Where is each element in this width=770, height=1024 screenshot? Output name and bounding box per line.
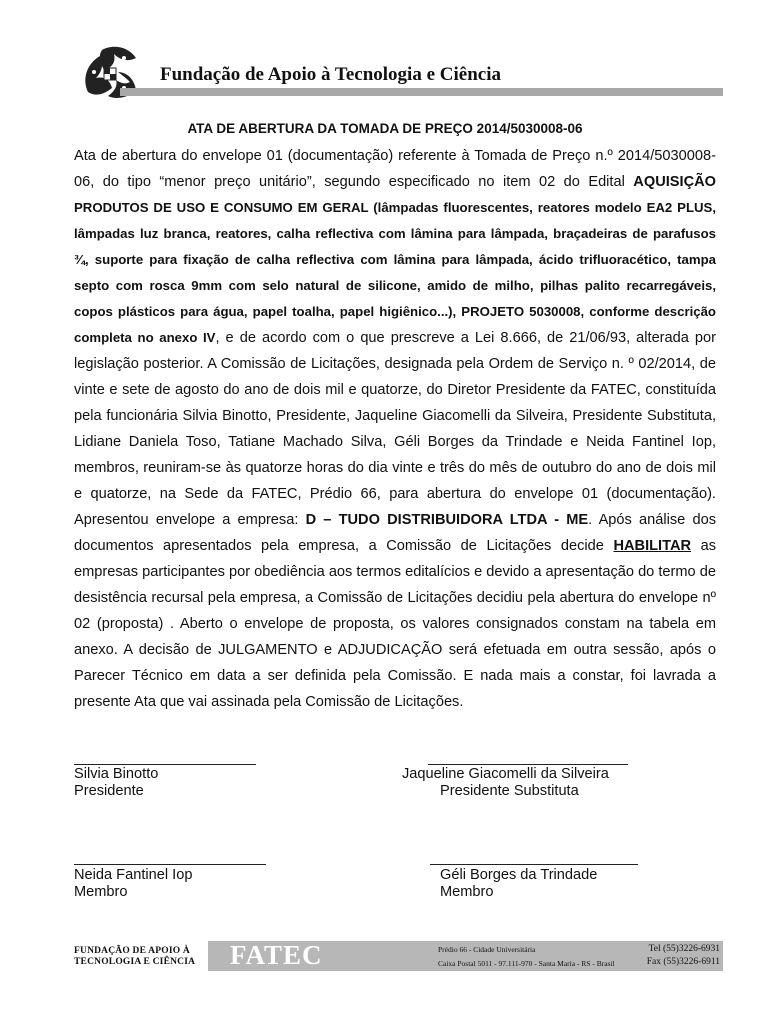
footer-fax: Fax (55)3226-6911 [646,957,720,967]
footer-organization [74,946,195,968]
signer-name: Jaqueline Giacomelli da Silveira [402,766,609,782]
signature-line [428,764,628,765]
object-lead: AQUISIÇÃO [633,174,716,190]
footer-tel: Tel (55)3226-6931 [648,944,720,954]
footer-address [438,943,615,971]
signature-block [440,867,597,901]
footer-address-line1: Prédio 66 - Cidade Universitária [438,945,536,954]
document-body [74,143,716,715]
decision-label: HABILITAR [613,538,692,554]
organization-title: Fundação de Apoio à Tecnologia e Ciência [160,64,501,85]
signature-block [402,766,609,800]
footer-org-line2: TECNOLOGIA E CIÊNCIA [74,957,196,967]
footer-address-line2: Caixa Postal 5011 - 97.111-970 - Santa Maria - RS - Brasil [438,959,615,968]
footer-org-line1: FUNDAÇÃO DE APOIO À [74,946,190,956]
signature-block [74,867,192,901]
body-paragraph-analysis: . Após análise dos documentos apresentados pela empresa, a Comissão de Licitações decide [74,512,716,554]
footer-brand: FATEC [230,940,323,970]
signature-block [74,766,158,800]
signer-role: Membro [74,884,128,900]
signature-line [74,764,256,765]
signer-name: Géli Borges da Trindade [440,867,598,883]
company-name: D – TUDO DISTRIBUIDORA LTDA - ME [305,512,589,528]
signature-line [430,864,638,865]
signer-role: Presidente [74,783,144,799]
header-divider-bar [120,88,723,96]
object-description: PRODUTOS DE USO E CONSUMO EM GERAL (lâmpadas fluorescentes, reatores modelo EA2 PLUS, lâmpadas luz branca, reatores, calha reflectiva com lâmina para lâmpada, braçadeiras de parafusos ¾, suporte para fixação de calha reflectiva com lâmina para lâmpada, ácido trifluoracético, tampa septo com rosca 9mm com selo natural de silicone, amido de milho, pilhas palito recarregáveis, copos plásticos para água, papel toalha, papel higiênico...), PROJETO 5030008, conforme descrição completa no anexo IV [74,200,716,345]
body-paragraph-commission: , e de acordo com o que prescreve a Lei 8.666, de 21/06/93, alterada por legislação posterior. A Comissão de Licitações, designada pela Ordem de Serviço n. º 02/2014, de vinte e sete de agosto do ano de dois mil e quatorze, do Diretor Presidente da FATEC, constituída pela funcionária Silvia Binotto, Presidente, Jaqueline Giacomelli da Silveira, Presidente Substituta, Lidiane Daniela Toso, Tatiane Machado Silva, Géli Borges da Trindade e Neida Fantinel Iop, membros, reuniram-se às quatorze horas do dia vinte e três do mês de outubro do ano de dois mil e quatorze, na Sede da FATEC, Prédio 66, para abertura do envelope 01 (documentação). Apresentou envelope a empresa: [74,330,717,528]
signature-line [74,864,266,865]
body-paragraph-closing: as empresas participantes por obediência aos termos editalícios e devido a apresentação do termo de desistência recursal pela empresa, a Comissão de Licitações decidiu pela abertura do envelope nº 02 (proposta) . Aberto o envelope de proposta, os valores consignados constam na tabela em anexo. A decisão de JULGAMENTO e ADJUDICAÇÃO será efetuada em outra sessão, após o Parecer Técnico em data a ser definida pela Comissão. E nada mais a constar, foi lavrada a presente Ata que vai assinada pela Comissão de Licitações. [74,538,716,710]
document-title: ATA DE ABERTURA DA TOMADA DE PREÇO 2014/5030008-06 [187,121,583,136]
footer-phones [636,943,720,969]
signer-name: Neida Fantinel Iop [74,867,193,883]
signer-role: Presidente Substituta [440,783,579,799]
signer-role: Membro [440,884,494,900]
signer-name: Silvia Binotto [74,766,159,782]
body-paragraph-intro: Ata de abertura do envelope 01 (documentação) referente à Tomada de Preço n.º 2014/5030008-06, do tipo “menor preço unitário”, segundo especificado no item 02 do Edital [74,148,716,190]
